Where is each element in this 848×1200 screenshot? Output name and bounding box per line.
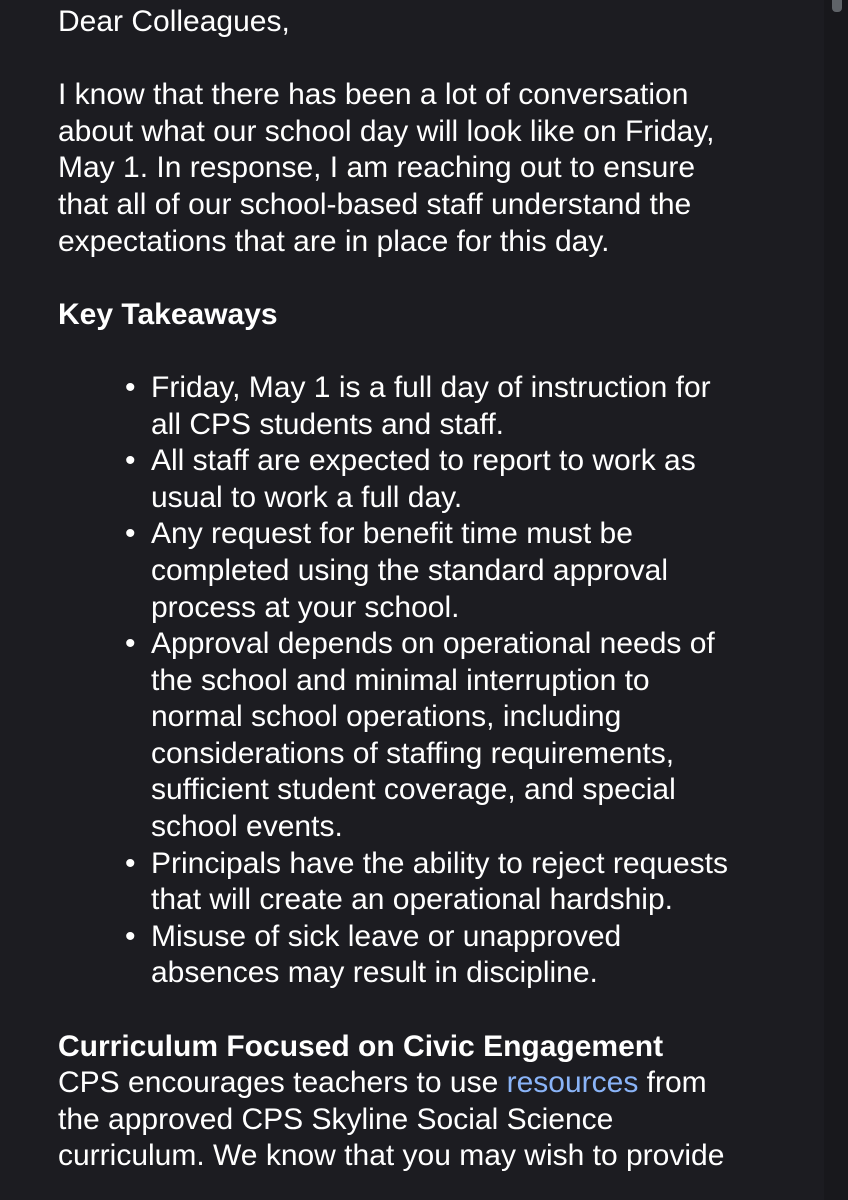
curriculum-text: CPS encourages teachers to use xyxy=(58,1066,507,1100)
intro-line: I know that there has been a lot of conversation xyxy=(58,78,689,112)
bullet-icon: • xyxy=(125,846,136,880)
email-body xyxy=(58,0,808,1175)
curriculum-heading: Curriculum Focused on Civic Engagement xyxy=(58,1029,664,1063)
curriculum-paragraph xyxy=(58,1065,808,1175)
list-item-line: All staff are expected to report to work as xyxy=(151,444,696,478)
list-item-line: Misuse of sick leave or unapproved xyxy=(151,919,622,953)
list-item-line: Principals have the ability to reject requests xyxy=(151,846,728,880)
list-item xyxy=(125,626,808,846)
curriculum-line: the approved CPS Skyline Social Science xyxy=(58,1102,614,1136)
list-item-line: normal school operations, including xyxy=(151,700,622,734)
intro-line: that all of our school-based staff understand the xyxy=(58,187,692,221)
greeting: Dear Colleagues, xyxy=(58,5,290,38)
bullet-icon: • xyxy=(125,627,136,661)
bullet-icon: • xyxy=(125,919,136,953)
intro-line: expectations that are in place for this day. xyxy=(58,224,610,258)
list-item xyxy=(125,846,808,919)
bullet-icon: • xyxy=(125,517,136,551)
curriculum-text: from xyxy=(638,1066,707,1100)
list-item xyxy=(125,370,808,443)
key-takeaways-heading: Key Takeaways xyxy=(58,297,278,331)
list-item-line: process at your school. xyxy=(151,590,460,624)
bullet-icon: • xyxy=(125,444,136,478)
list-item-line: absences may result in discipline. xyxy=(151,956,598,990)
scrollbar-track[interactable] xyxy=(824,0,848,1200)
list-item-line: that will create an operational hardship. xyxy=(151,883,673,917)
list-item-line: Friday, May 1 is a full day of instruction for xyxy=(151,370,711,404)
resources-link[interactable]: resources xyxy=(506,1066,639,1100)
list-item-line: sufficient student coverage, and special xyxy=(151,773,676,807)
list-item-line: school events. xyxy=(151,810,343,844)
list-item-line: usual to work a full day. xyxy=(151,480,463,514)
intro-line: about what our school day will look like on Friday, xyxy=(58,114,715,148)
list-item xyxy=(125,919,808,992)
list-item xyxy=(125,443,808,516)
intro-line: May 1. In response, I am reaching out to ensure xyxy=(58,151,696,185)
list-item-line: Approval depends on operational needs of xyxy=(151,627,715,661)
curriculum-line xyxy=(58,1065,808,1102)
list-item-line: considerations of staffing requirements, xyxy=(151,736,675,770)
list-item-line: Any request for benefit time must be xyxy=(151,517,633,551)
scrollbar-thumb[interactable] xyxy=(832,0,842,12)
list-item-line: all CPS students and staff. xyxy=(151,407,504,441)
list-item-line: completed using the standard approval xyxy=(151,553,669,587)
list-item-line: the school and minimal interruption to xyxy=(151,663,650,697)
intro-paragraph xyxy=(58,77,808,260)
curriculum-line: curriculum. We know that you may wish to provide xyxy=(58,1139,725,1173)
bullet-icon: • xyxy=(125,370,136,404)
takeaways-list xyxy=(58,370,808,992)
list-item xyxy=(125,516,808,626)
